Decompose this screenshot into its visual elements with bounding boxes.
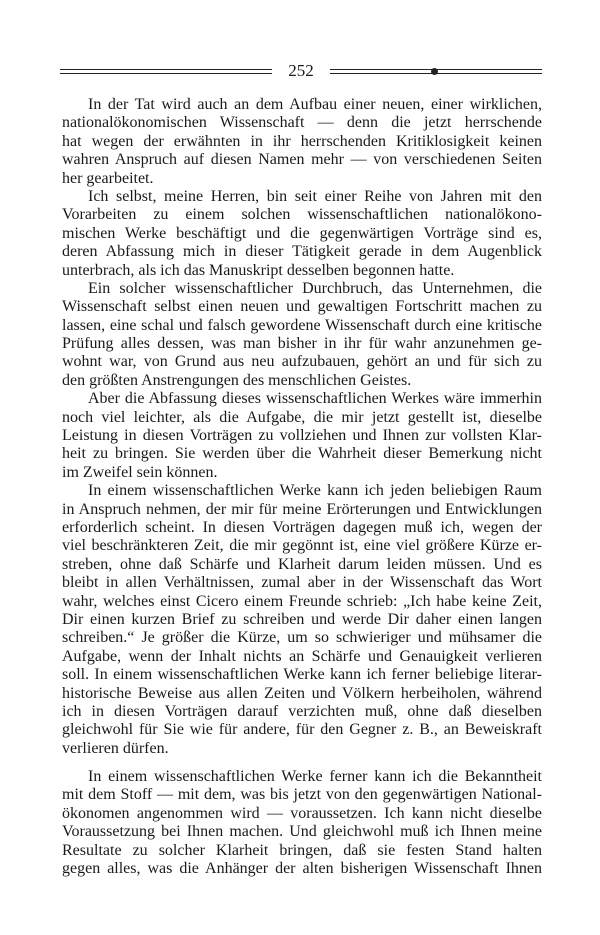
text-line: soll. In einem wissenschaftlichen Werke kann ich ferner beliebige literar-	[62, 666, 542, 684]
text-line: wahr, welches einst Cicero einem Freunde schrieb: „Ich habe keine Zeit,	[62, 592, 542, 610]
text-line: ich in diesen Vorträgen darauf verzichten muß, ohne daß dieselben	[62, 702, 542, 720]
text-line: wahren Anspruch auf diesen Namen mehr — von verschiedenen Seiten	[62, 151, 542, 169]
text-line: noch viel leichter, als die Aufgabe, die mir jetzt gestellt ist, dieselbe	[62, 408, 542, 426]
text-line: historische Beweise aus allen Zeiten und Völkern herbeiholen, während	[62, 684, 542, 702]
text-line: bleibt in allen Verhältnissen, zumal aber in der Wissenschaft das Wort	[62, 574, 542, 592]
header-rule-left-lower	[60, 73, 272, 74]
text-line: In der Tat wird auch an dem Aufbau einer neuen, einer wirklichen,	[88, 96, 542, 113]
text-line: gleichwohl für Sie wie für andere, für den Gegner z. B., an Beweiskraft	[62, 721, 542, 739]
header-rule-left-upper	[60, 69, 272, 70]
text-line: streben, ohne daß Schärfe und Klarheit darum leiden müssen. Und es	[62, 555, 542, 573]
text-line: nationalökonomischen Wissenschaft — denn die jetzt herrschende	[62, 114, 542, 132]
text-line: im Zweifel sein können.	[62, 463, 218, 481]
page-number: 252	[288, 61, 314, 80]
text-line: Aufgabe, wenn der Inhalt nichts an Schärfe und Genauigkeit verlieren	[62, 647, 542, 665]
paragraph-gap	[62, 758, 542, 768]
text-line: Dir einen kurzen Brief zu schreiben und werde Dir daher einen langen	[62, 610, 542, 628]
text-line: Leistung in diesen Vorträgen zu vollziehen und Ihnen zur vollsten Klar-	[62, 427, 542, 445]
text-line: den größten Anstrengungen des menschlichen Geistes.	[62, 371, 412, 389]
text-line: Resultate zu solcher Klarheit bringen, daß sie festen Stand halten	[62, 841, 542, 859]
text-line: mit dem Stoff — mit dem, was bis jetzt von den gegenwärtigen National-	[62, 786, 542, 804]
header-ornament-dot	[431, 68, 438, 75]
text-line: Prüfung alles dessen, was man bisher in ihr für wahr anzunehmen ge-	[62, 335, 542, 353]
text-line: mischen Werke beschäftigt und die gegenwärtigen Vorträge sind es,	[62, 224, 542, 242]
text-line: In einem wissenschaftlichen Werke ferner kann ich die Bekanntheit	[88, 768, 542, 786]
text-line: Wissenschaft selbst einen neuen und gewaltigen Fortschritt machen zu	[62, 298, 542, 316]
text-line: lassen, eine schal und falsch gewordene Wissenschaft durch eine kritische	[62, 316, 542, 334]
text-line: verlieren dürfen.	[62, 739, 169, 757]
text-line: wohnt war, von Grund aus neu aufzubauen, gehört an und für sich zu	[62, 353, 542, 371]
text-line: in Anspruch nehmen, der mir für meine Erörterungen und Entwicklungen	[62, 500, 542, 518]
text-line: deren Abfassung mich in dieser Tätigkeit gerade in dem Augenblick	[62, 243, 542, 261]
text-line: heit zu bringen. Sie werden über die Wahrheit dieser Bemerkung nicht	[62, 445, 542, 463]
text-line: Ich selbst, meine Herren, bin seit einer Reihe von Jahren mit den	[88, 187, 542, 205]
text-line: her gearbeitet.	[62, 169, 154, 187]
text-line: gegen alles, was die Anhänger der alten bisherigen Wissenschaft Ihnen	[62, 860, 542, 878]
text-line: unterbrach, als ich das Manuskript desselben begonnen hatte.	[62, 261, 455, 279]
text-line: Aber die Abfassung dieses wissenschaftlichen Werkes wäre immerhin	[88, 390, 542, 408]
text-line: ökonomen angenommen wird — voraussetzen. Ich kann nicht dieselbe	[62, 804, 542, 822]
text-line: Vorarbeiten zu einem solchen wissenschaftlichen nationalökono-	[62, 206, 542, 224]
page-body-text	[62, 96, 542, 878]
text-line: viel beschränkteren Zeit, die mir gegönnt ist, eine viel größere Kürze er-	[62, 537, 542, 555]
text-line: Ein solcher wissenschaftlicher Durchbruch, das Unternehmen, die	[88, 279, 542, 297]
text-line: In einem wissenschaftlichen Werke kann ich jeden beliebigen Raum	[88, 482, 542, 500]
page-header	[60, 60, 542, 82]
text-line: Voraussetzung bei Ihnen machen. Und gleichwohl muß ich Ihnen meine	[62, 823, 542, 841]
text-line: schreiben.“ Je größer die Kürze, um so schwieriger und mühsamer die	[62, 629, 542, 647]
text-line: erforderlich scheint. In diesen Vorträgen dagegen muß ich, wegen der	[62, 518, 542, 536]
text-line: hat wegen der erwähnten in ihr herrschenden Kritiklosigkeit keinen	[62, 132, 542, 150]
